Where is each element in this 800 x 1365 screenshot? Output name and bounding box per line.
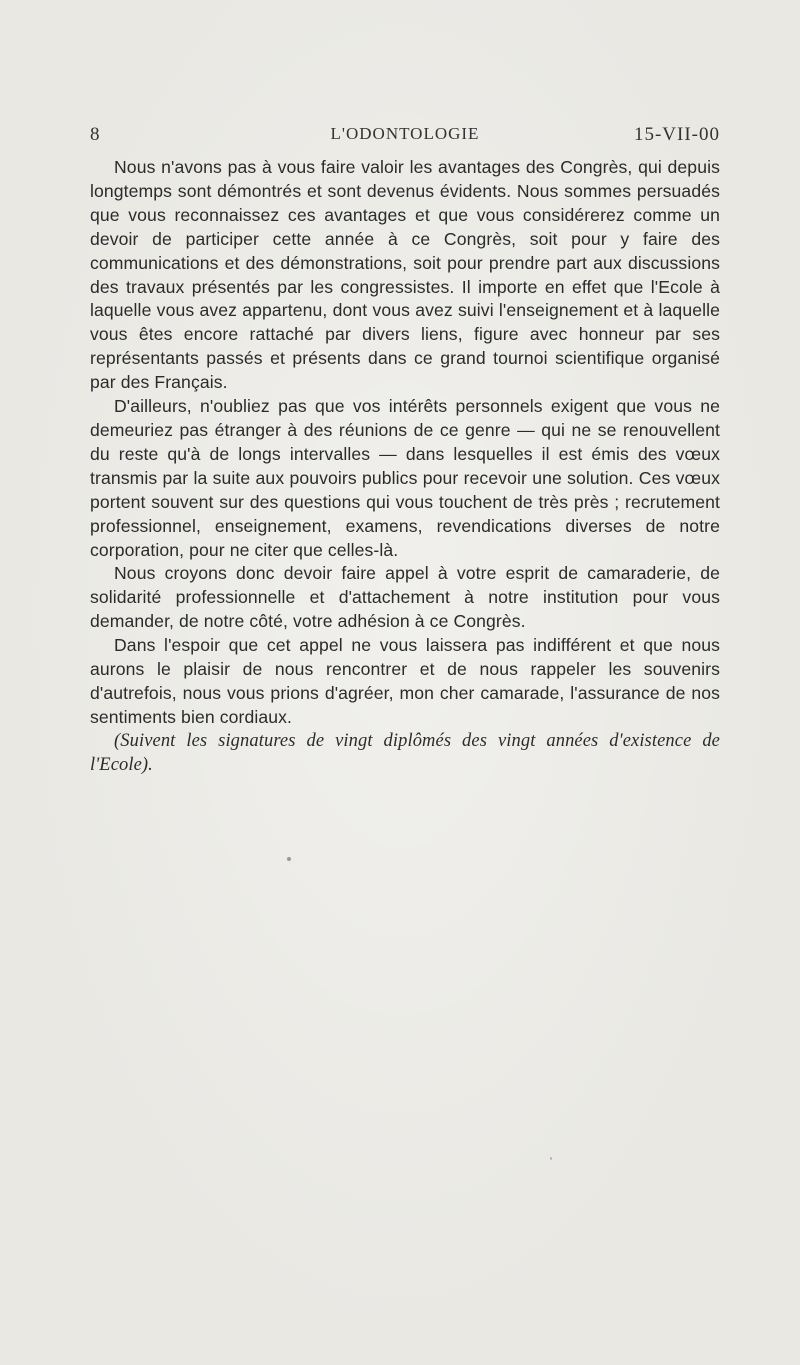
paragraph-camaraderie-appeal: Nous croyons donc devoir faire appel à votre esprit de camaraderie, de solidarité professionnelle et d'attachement à notre institution pour vous demander, de notre côté, votre adhésion à ce Congrès.	[90, 563, 720, 632]
paper-speck	[287, 857, 291, 861]
running-head	[90, 124, 720, 150]
signatures-note: (Suivent les signatures de vingt diplômés des vingt années d'existence de l'Ecole).	[90, 730, 720, 775]
issue-date: 15-VII-00	[633, 124, 720, 145]
letter-body	[90, 156, 720, 778]
paragraph-congress-advantages: Nous n'avons pas à vous faire valoir les avantages des Congrès, qui depuis longtemps sont démontrés et sont devenus évidents. Nous sommes persuadés que vous reconnaissez ces avantages et que vous considérerez comme un devoir de participer cette année à ce Congrès, soit pour y faire des communications et des démonstrations, soit pour prendre part aux discussions des travaux présentés par les congressistes. Il importe en effet que l'Ecole à laquelle vous avez appartenu, dont vous avez suivi l'enseignement et à laquelle vous êtes encore rattaché par divers liens, figure avec honneur par ses représentants passés et présents dans ce grand tournoi scientifique organisé par des Français.	[90, 157, 720, 393]
paragraph-personal-interests: D'ailleurs, n'oubliez pas que vos intérêts personnels exigent que vous ne demeuriez pas étranger à des réunions de ce genre — qui ne se renouvellent du reste qu'à de longs intervalles — dans lesquelles il est émis des vœux transmis par la suite aux pouvoirs publics pour recevoir une solution. Ces vœux portent souvent sur des questions qui vous touchent de très près ; recrutement professionnel, enseignement, examens, revendications diverses de notre corporation, pour ne citer que celles-là.	[90, 396, 720, 560]
journal-title: L'ODONTOLOGIE	[330, 124, 480, 143]
page-number: 8	[90, 124, 100, 145]
paragraph-closing-wishes: Dans l'espoir que cet appel ne vous laissera pas indifférent et que nous aurons le plaisir de nous rencontrer et de nous rappeler les souvenirs d'autrefois, nous vous prions d'agréer, mon cher camarade, l'assurance de nos sentiments bien cordiaux.	[90, 635, 720, 727]
paper-speck	[550, 1157, 552, 1160]
